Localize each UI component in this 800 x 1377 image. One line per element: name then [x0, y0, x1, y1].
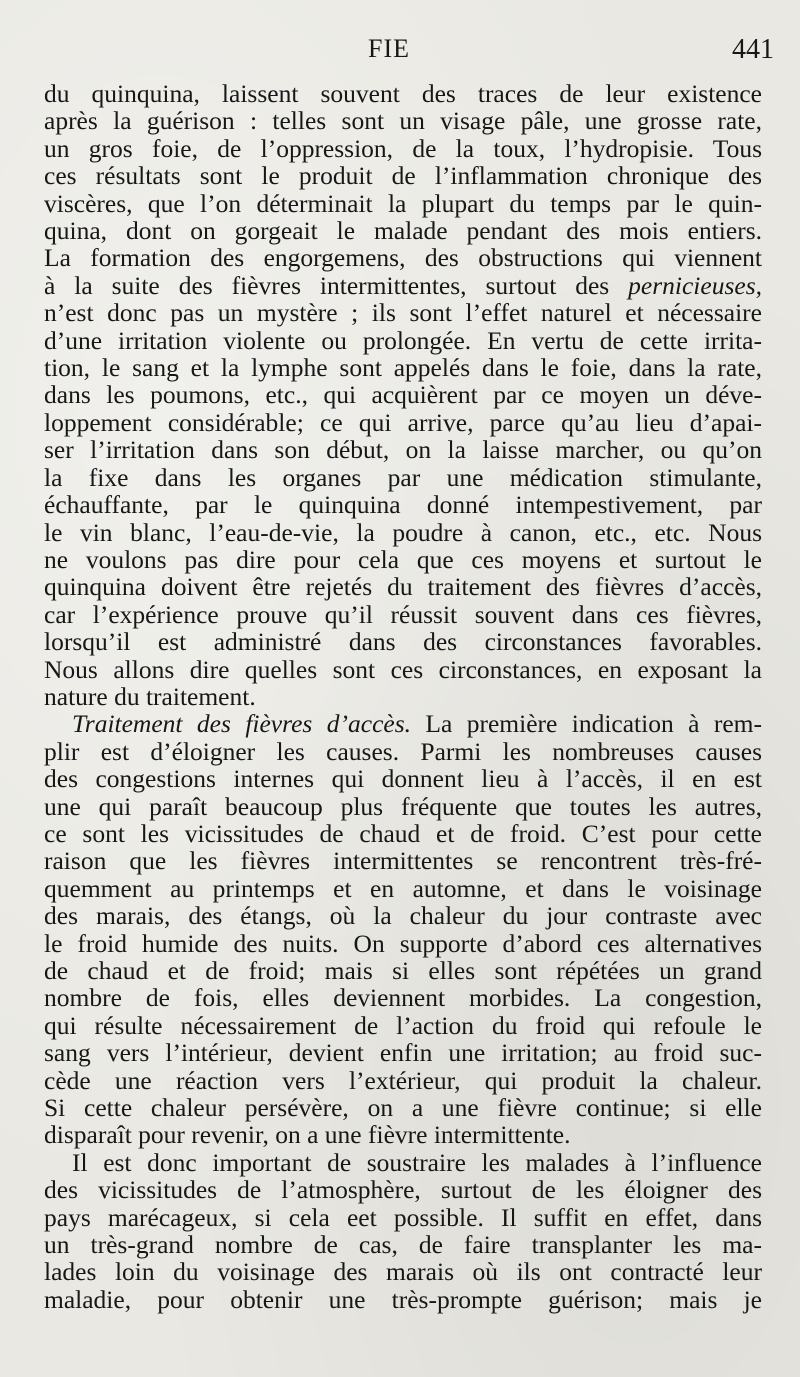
running-head — [0, 34, 800, 68]
text-line: une qui paraît beaucoup plus fréquente que toutes les autres, — [44, 791, 762, 821]
text-line: disparaît pour revenir, on a une fièvre intermittente. — [44, 1120, 571, 1150]
text-line: des marais, des étangs, où la chaleur du jour contraste avec — [44, 901, 762, 931]
body-text — [44, 80, 762, 1313]
text-line: cède une réaction vers l’extérieur, qui produit la chaleur. — [44, 1065, 762, 1095]
page-number: 441 — [732, 34, 774, 65]
text-line: car l’expérience prouve qu’il réussit souvent dans ces fièvres, — [44, 599, 762, 629]
text-line: Il est donc important de soustraire les malades à l’influence — [72, 1147, 762, 1177]
text-line: n’est donc pas un mystère ; ils sont l’effet naturel et nécessaire — [44, 298, 762, 328]
text-line: raison que les fièvres intermittentes se rencontrent très-fré- — [44, 846, 762, 876]
text-line: du quinquina, laissent souvent des traces de leur existence — [44, 79, 762, 108]
text-line: quinquina doivent être rejetés du traitement des fièvres d’accès, — [44, 572, 762, 602]
italic-emphasis: Traitement des fièvres d’accès. — [72, 709, 412, 739]
text-line: un gros foie, de l’oppression, de la toux, l’hydropisie. Tous — [44, 133, 762, 163]
text-line: échauffante, par le quinquina donné intempestivement, par — [44, 490, 762, 520]
text-line: lades loin du voisinage des marais où ils ont contracté leur — [44, 1257, 762, 1287]
text-line: quemment au printemps et en automne, et dans le voisinage — [44, 873, 762, 903]
paragraph — [44, 710, 762, 1149]
text-line: ces résultats sont le produit de l’inflammation chronique des — [44, 161, 762, 191]
text-line: loppement considérable; ce qui arrive, parce qu’au lieu d’apai- — [44, 407, 762, 437]
text-line: à la suite des fièvres intermittentes, surtout des pernicieuses, — [44, 270, 762, 300]
text-line: des vicissitudes de l’atmosphère, surtout de les éloigner des — [44, 1175, 762, 1205]
paragraph — [44, 80, 762, 710]
text-line: maladie, pour obtenir une très-prompte guérison; mais je — [44, 1284, 762, 1314]
text-line: la fixe dans les organes par une médication stimulante, — [44, 462, 762, 492]
text-line-with-section-heading: Traitement des fièvres d’accès. La première indication à rem- — [72, 709, 763, 739]
text-line: un très-grand nombre de cas, de faire transplanter les ma- — [44, 1230, 762, 1260]
text-line: nombre de fois, elles deviennent morbides. La congestion, — [44, 983, 762, 1013]
text-line: des congestions internes qui donnent lieu à l’accès, il en est — [44, 764, 762, 794]
text-line: ser l’irritation dans son début, on la laisse marcher, ou qu’on — [44, 435, 762, 465]
text-line: ce sont les vicissitudes de chaud et de froid. C’est pour cette — [44, 818, 762, 848]
text-line: pays marécageux, si cela eet possible. Il suffit en effet, dans — [44, 1202, 762, 1232]
text-line: après la guérison : telles sont un visage pâle, une grosse rate, — [44, 106, 762, 136]
text-line: La formation des engorgemens, des obstructions qui viennent — [44, 243, 762, 273]
text-line: ne voulons pas dire pour cela que ces moyens et surtout le — [44, 544, 762, 574]
text-line: d’une irritation violente ou prolongée. En vertu de cette irrita- — [44, 325, 762, 355]
text-line: Nous allons dire quelles sont ces circonstances, en exposant la — [44, 654, 762, 684]
text-line: Si cette chaleur persévère, on a une fièvre continue; si elle — [44, 1093, 762, 1123]
paragraph — [44, 1149, 762, 1313]
text-line: qui résulte nécessairement de l’action du froid qui refoule le — [44, 1010, 762, 1040]
running-head-title: FIE — [368, 34, 410, 63]
text-line: quina, dont on gorgeait le malade pendant des mois entiers. — [44, 216, 762, 246]
text-line: de chaud et de froid; mais si elles sont répétées un grand — [44, 956, 762, 985]
text-line: le vin blanc, l’eau-de-vie, la poudre à canon, etc., etc. Nous — [44, 517, 762, 547]
text-line: le froid humide des nuits. On supporte d’abord ces alternatives — [44, 928, 762, 958]
text-line: plir est d’éloigner les causes. Parmi les nombreuses causes — [44, 736, 762, 766]
text-line: sang vers l’intérieur, devient enfin une irritation; au froid suc- — [44, 1038, 762, 1068]
text-line: dans les poumons, etc., qui acquièrent par ce moyen un déve- — [44, 380, 762, 410]
text-line: viscères, que l’on déterminait la plupart du temps par le quin- — [44, 188, 762, 218]
italic-emphasis: pernicieuses, — [628, 270, 762, 300]
text-line: nature du traitement. — [44, 681, 256, 711]
text-line: lorsqu’il est administré dans des circonstances favorables. — [44, 627, 762, 657]
text-line: tion, le sang et la lymphe sont appelés dans le foie, dans la rate, — [44, 353, 762, 383]
